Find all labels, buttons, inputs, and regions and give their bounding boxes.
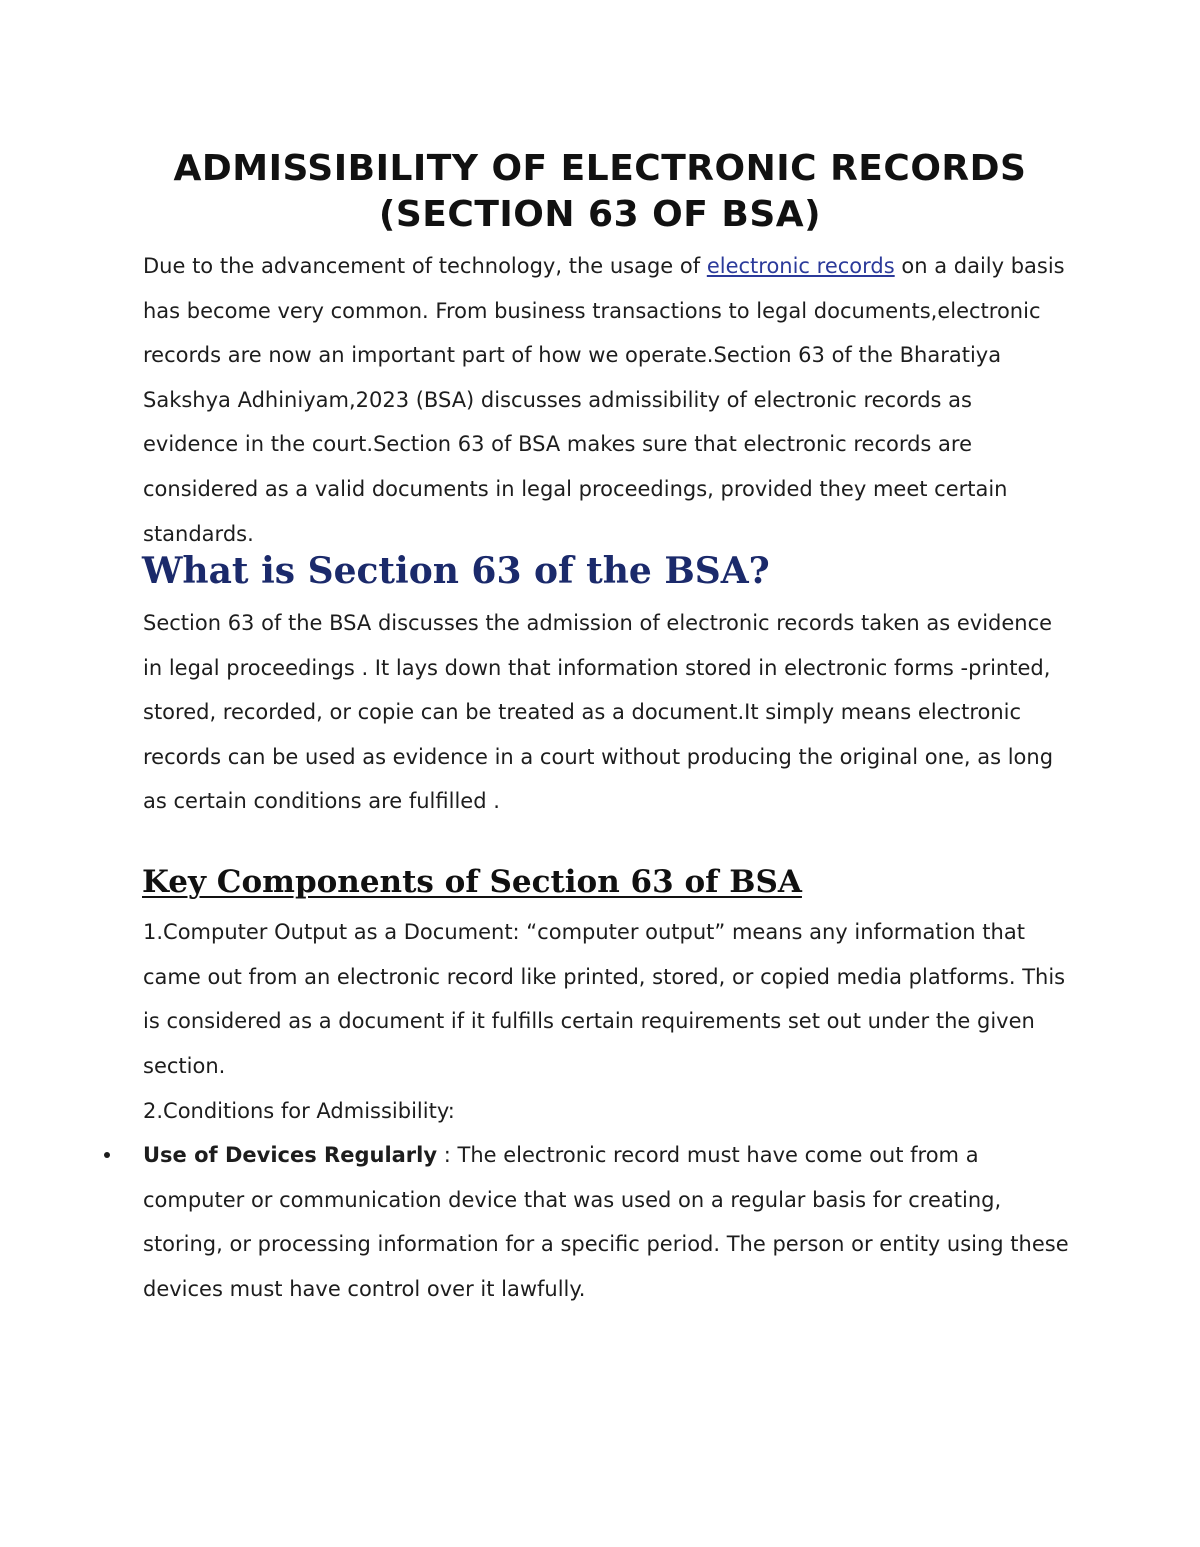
section-heading: What is Section 63 of the BSA?: [142, 550, 770, 592]
bullet-text: : The electronic record must have come out from a computer or communication device that was used on a regular basis for creating, storing, or processing information for a specific period. The person or entity using these devices must have control over it lawfully.: [143, 1143, 1069, 1301]
section-paragraph: Section 63 of the BSA discusses the admission of electronic records taken as evidence in legal proceedings . It lays down that information stored in electronic forms -printed, stored, recorded, or copie can be treated as a document.It simply means electronic records can be used as evidence in a court without producing the original one, as long as certain conditions are fulfilled .: [143, 611, 1054, 814]
key-components-heading: Key Components of Section 63 of BSA: [142, 864, 802, 900]
item-conditions-admissibility: 2.Conditions for Admissibility:: [143, 1099, 455, 1123]
intro-text-end: on a daily basis has become very common. From business transactions to legal documents,electronic records are now an important part of how we operate.Section 63 of the Bharatiya Sakshya Adhiniyam,2023 (BSA) discusses admissibility of electronic records as evidence in the court.Section 63 of BSA makes sure that electronic records are considered as a valid documents in legal proceedings, provided they meet certain standards.: [143, 254, 1065, 546]
title-line-2: (SECTION 63 OF BSA): [378, 194, 822, 235]
intro-text-start: Due to the advancement of technology, the usage of: [143, 254, 707, 278]
title-line-1: ADMISSIBILITY OF ELECTRONIC RECORDS: [173, 148, 1027, 189]
bullet-icon: [104, 1152, 110, 1158]
electronic-records-link[interactable]: electronic records: [706, 254, 895, 278]
item-computer-output: 1.Computer Output as a Document: “computer output” means any information that came out from an electronic record like printed, stored, or copied media platforms. This is considered as a document if it fulfills certain requirements set out under the given section.: [143, 920, 1066, 1078]
document-title: [120, 146, 1080, 238]
bullet-use-of-devices: [143, 1133, 1073, 1311]
bullet-label: Use of Devices Regularly: [143, 1143, 438, 1167]
intro-paragraph: [143, 244, 1073, 556]
